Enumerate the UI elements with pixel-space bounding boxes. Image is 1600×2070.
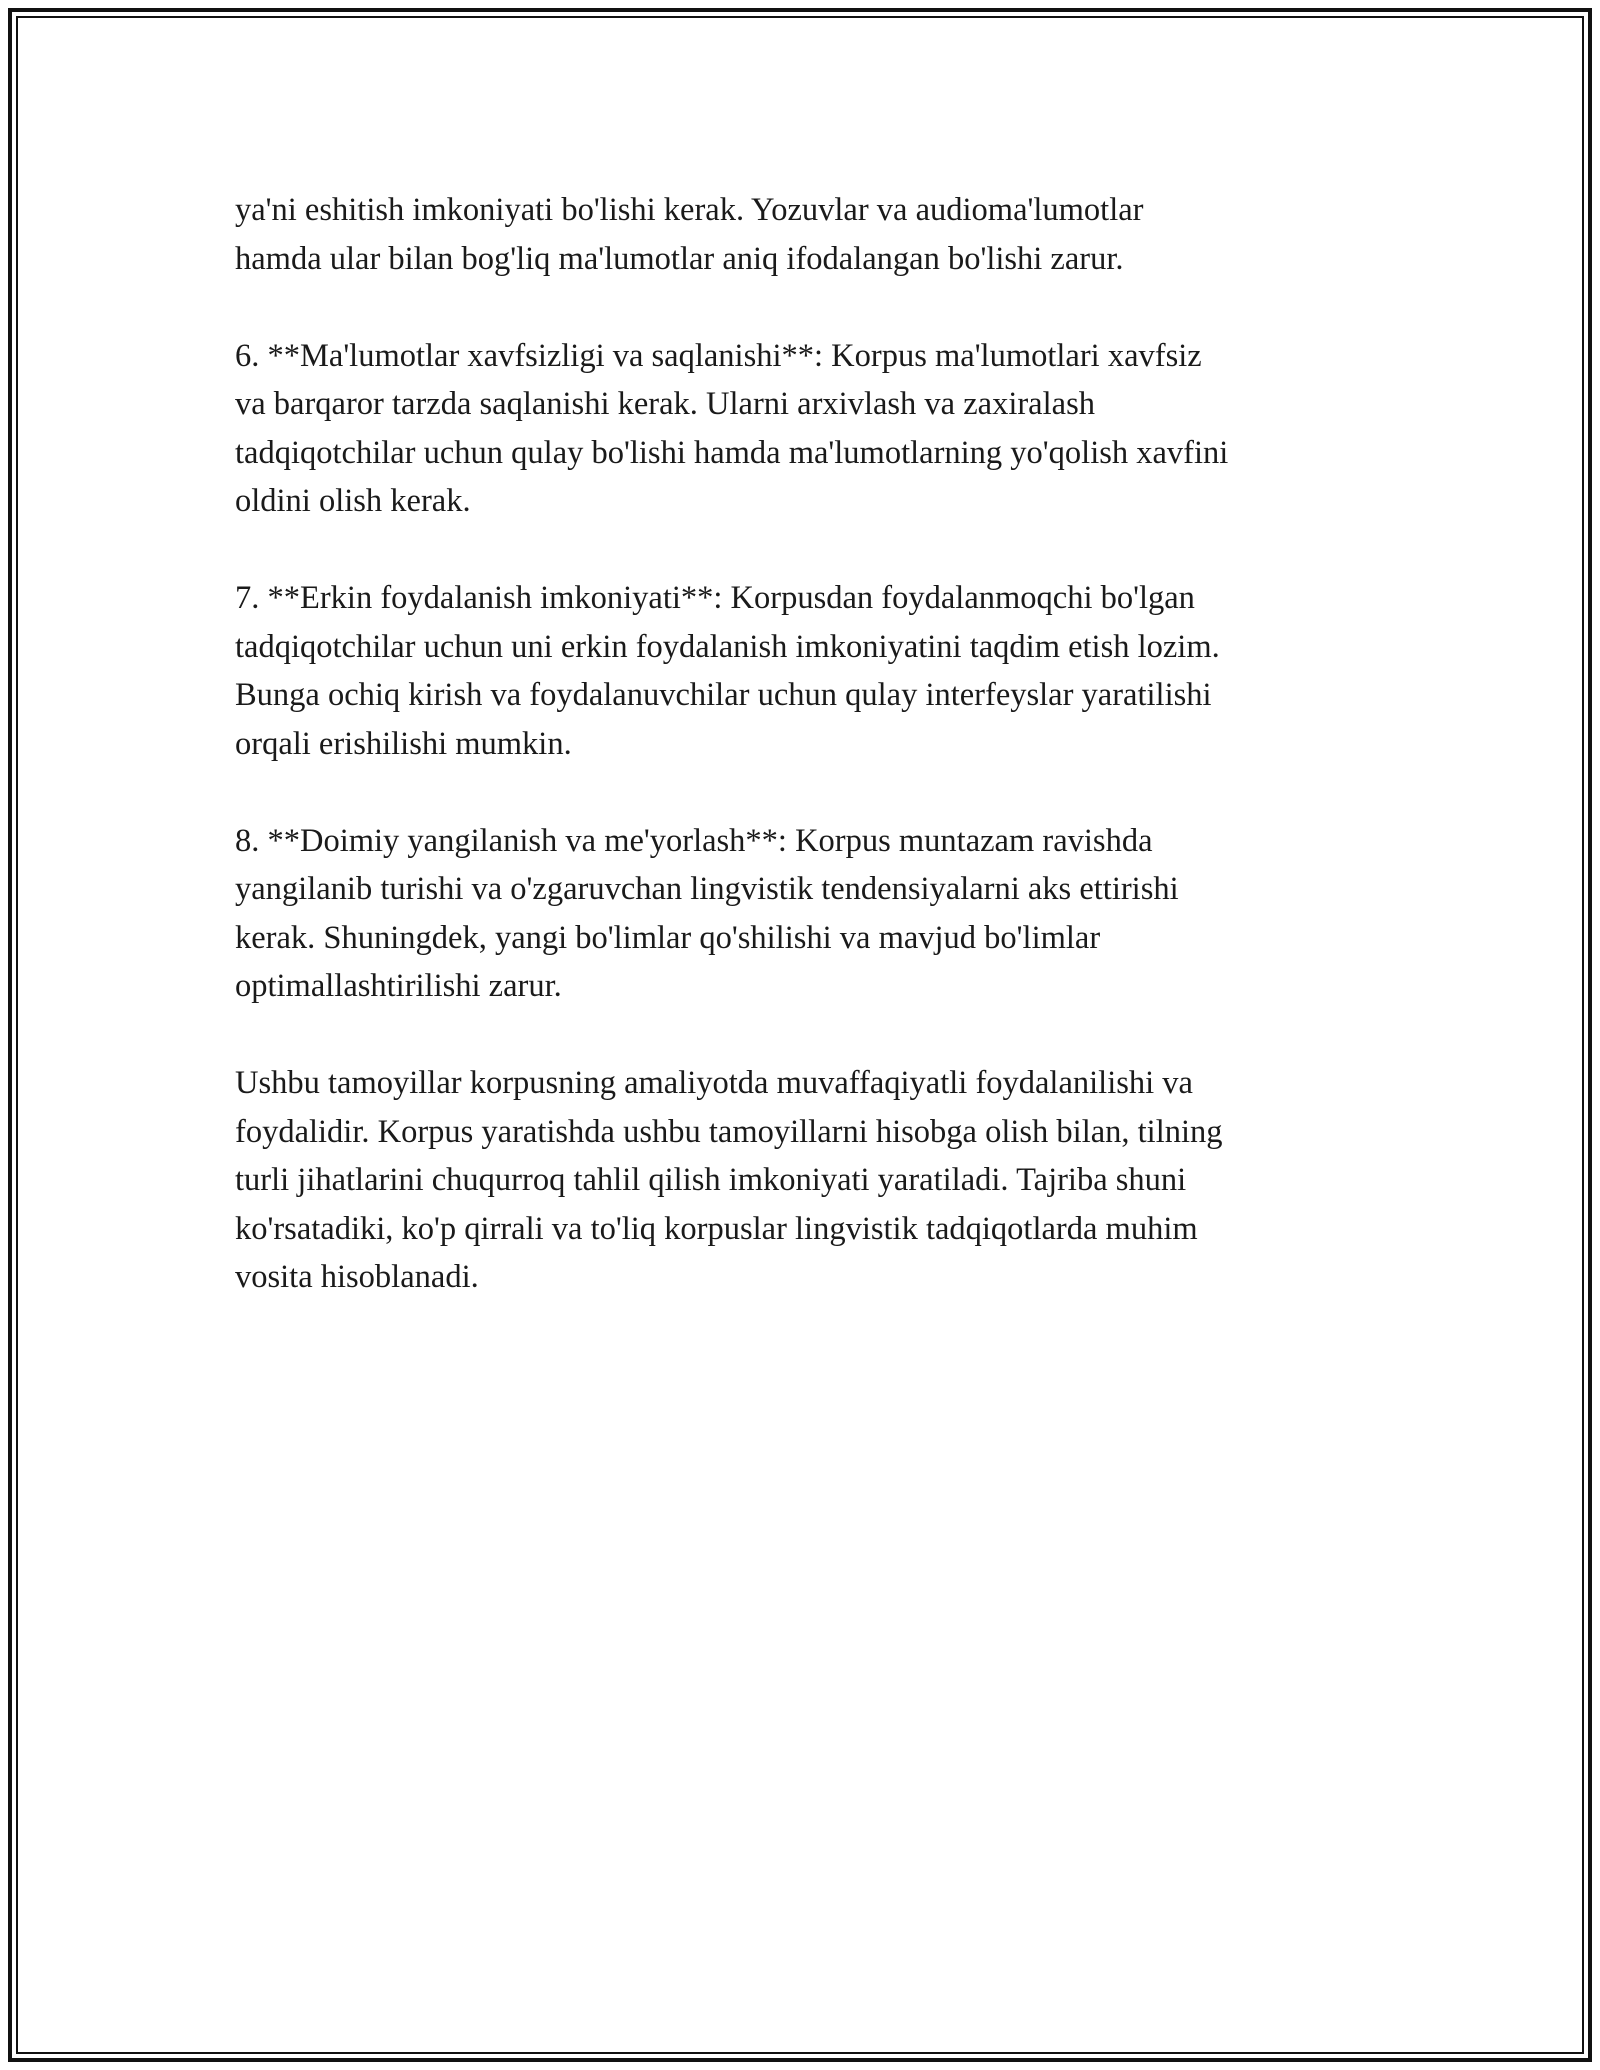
text-line: 6. **Ma'lumotlar xavfsizligi va saqlanishi**: Korpus ma'lumotlari xavfsiz: [235, 337, 1202, 374]
paragraph-conclusion: [235, 1059, 1385, 1302]
text-line: turli jihatlarini chuqurroq tahlil qilish imkoniyati yaratiladi. Tajriba shuni: [235, 1162, 1187, 1198]
text-line: ya'ni eshitish imkoniyati bo'lishi kerak. Yozuvlar va audioma'lumotlar: [235, 192, 1144, 228]
text-line: oldini olish kerak.: [235, 483, 471, 519]
text-line: kerak. Shuningdek, yangi bo'limlar qo'shilishi va mavjud bo'limlar: [235, 919, 1101, 956]
text-line: vosita hisoblanadi.: [235, 1259, 479, 1295]
text-line: va barqaror tarzda saqlanishi kerak. Ularni arxivlash va zaxiralash: [235, 386, 1095, 422]
text-line: 8. **Doimiy yangilanish va me'yorlash**: Korpus muntazam ravishda: [235, 822, 1153, 859]
text-line: optimallashtirilishi zarur.: [235, 968, 562, 1004]
paragraph-item-7: [235, 574, 1385, 768]
paragraph-item-8: [235, 817, 1385, 1011]
paragraph-intro-continuation: [235, 186, 1385, 283]
document-body: [235, 186, 1385, 1350]
text-line: yangilanib turishi va o'zgaruvchan lingvistik tendensiyalarni aks ettirishi: [235, 871, 1179, 907]
text-line: foydalidir. Korpus yaratishda ushbu tamoyillarni hisobga olish bilan, tilning: [235, 1113, 1223, 1150]
text-line: tadqiqotchilar uchun uni erkin foydalanish imkoniyatini taqdim etish lozim.: [235, 628, 1220, 665]
text-line: orqali erishilishi mumkin.: [235, 725, 572, 762]
text-line: hamda ular bilan bog'liq ma'lumotlar aniq ifodalangan bo'lishi zarur.: [235, 240, 1124, 277]
text-line: Bunga ochiq kirish va foydalanuvchilar uchun qulay interfeyslar yaratilishi: [235, 677, 1212, 713]
text-line: Ushbu tamoyillar korpusning amaliyotda muvaffaqiyatli foydalanilishi va: [235, 1065, 1193, 1101]
text-line: tadqiqotchilar uchun qulay bo'lishi hamda ma'lumotlarning yo'qolish xavfini: [235, 434, 1229, 471]
text-line: ko'rsatadiki, ko'p qirrali va to'liq korpuslar lingvistik tadqiqotlarda muhim: [235, 1210, 1198, 1247]
text-line: 7. **Erkin foydalanish imkoniyati**: Korpusdan foydalanmoqchi bo'lgan: [235, 580, 1195, 616]
paragraph-item-6: [235, 332, 1385, 526]
